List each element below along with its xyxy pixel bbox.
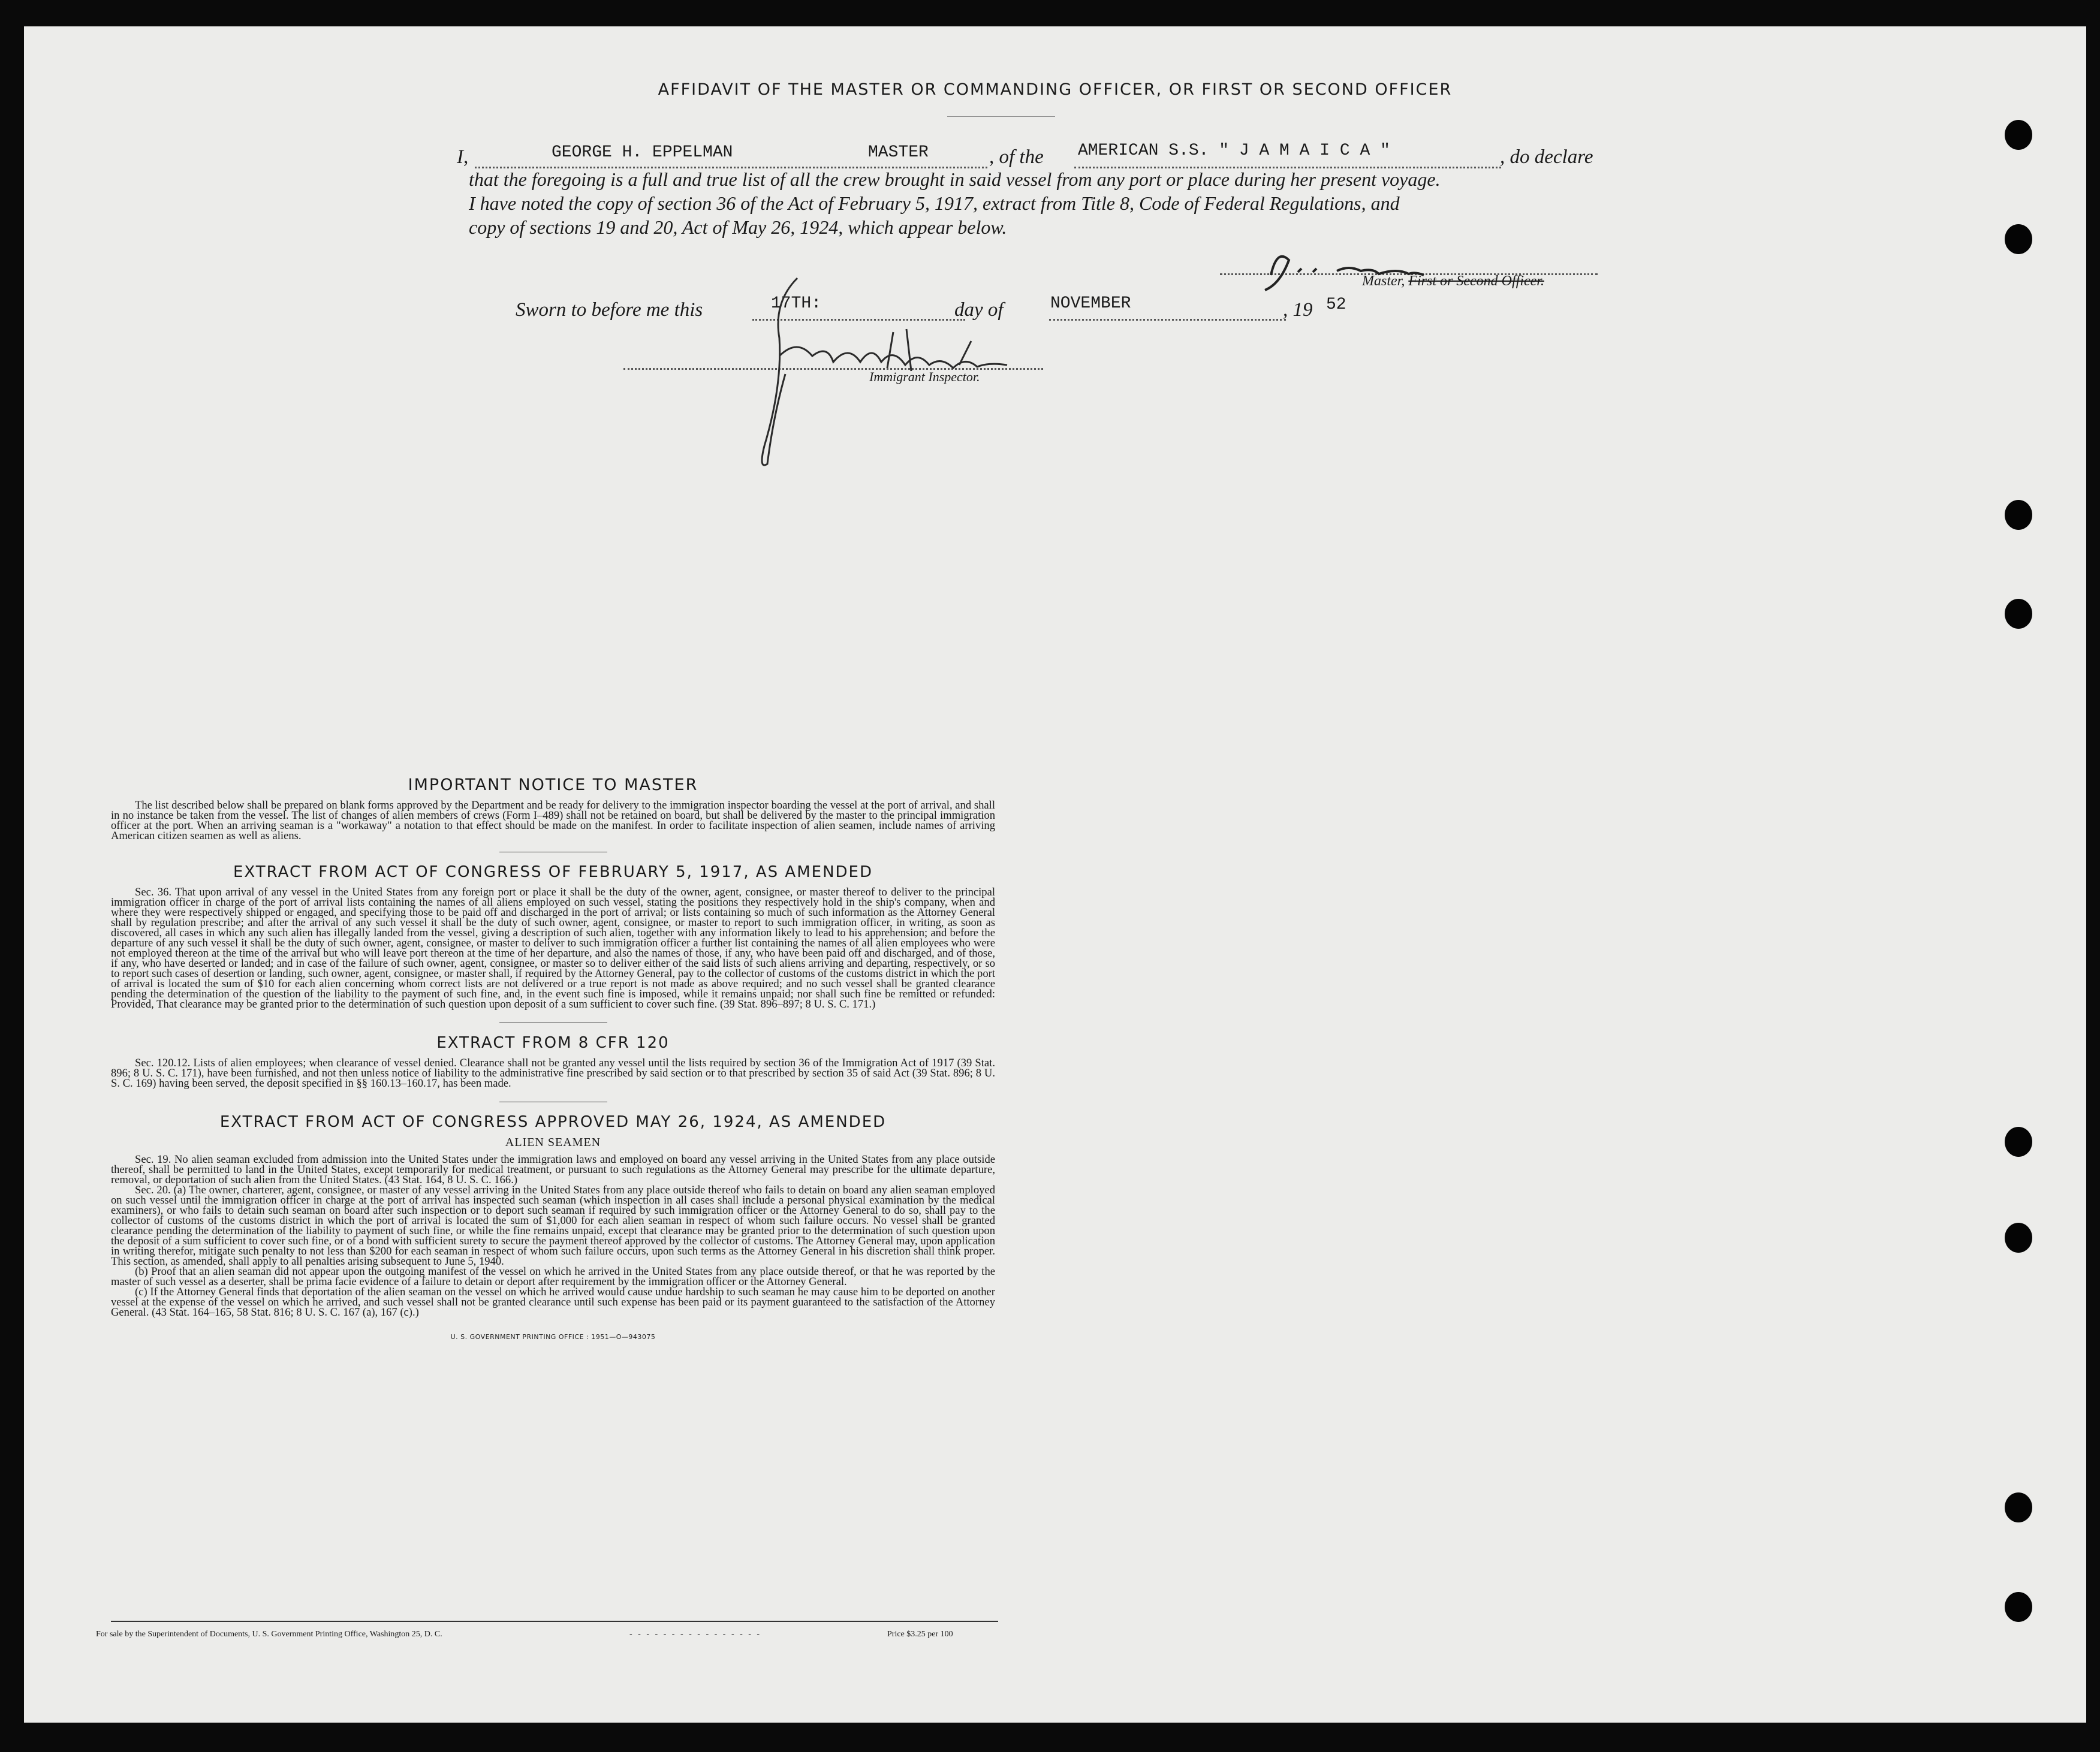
struck-caption-text: First or Second Officer. (1408, 273, 1544, 289)
price-text: Price $3.25 per 100 (887, 1630, 953, 1639)
do-declare-label: , do declare (1500, 146, 1593, 168)
day-value: 17TH: (771, 294, 822, 313)
punch-hole (2005, 224, 2032, 254)
extract-1917-body: Sec. 36. That upon arrival of any vessel in the United States from any foreign port or place it shall be the duty of the owner, agent, consignee, or master thereof to deliver to the principal immigration officer in charge of the port of arrival lists containing the names of all aliens employed on such vessel, stating the positions they respectively hold in the ship's company, when and where they were respectively shipped or engaged, and specifying those to be paid off and discharged in the port of arrival; or lists containing so much of such information as the Attorney General shall by regulation prescribe; and after the arrival of any such vessel it shall be the duty of such owner, agent, consignee, or master to report to such immigration officer, in writing, as soon as discovered, all cases in which any such alien has illegally landed from the vessel, giving a description of such alien, together with any information likely to lead to his apprehension; and before the departure of any such vessel it shall be the duty of such owner, agent, consignee, or master to deliver to such immigration officer a further list containing the names of all alien employees who were not employed thereon at the time of the arrival but who will leave port thereon at the time of her departure, and also the names of those, if any, who have been paid off and discharged, and of those, if any, who have deserted or landed; and in case of the failure of such owner, agent, consignee, or master so to deliver either of the said lists of such aliens arriving and departing, respectively, or so to report such cases of desertion or landing, such owner, agent, consignee, or master shall, if required by the Attorney General, pay to the collector of customs of the customs district in which the port of arrival is located the sum of $10 for each alien concerning whom correct lists are not delivered or a true report is not made as above required; and no such vessel shall be granted clearance pending the determination of the question of the liability to the payment of such fine, and, in the event such fine is imposed, while it remains unpaid; nor shall such fine be remitted or refunded: Provided, That clearance may be granted prior to the determination of such question upon deposit of a sum sufficient to cover such fine. (39 Stat. 896–897; 8 U. S. C. 171.) (111, 886, 995, 1011)
punch-hole (2005, 1492, 2032, 1522)
punch-hole (2005, 1127, 2032, 1157)
punch-hole (2005, 500, 2032, 530)
affidavit-line-2: that the foregoing is a full and true list of all the crew brought in said vessel from any port or place during her present voyage. (469, 168, 1441, 190)
punch-hole (2005, 599, 2032, 629)
notice-title: IMPORTANT NOTICE TO MASTER (408, 776, 698, 794)
title-divider (947, 116, 1055, 117)
affidavit-line-4: copy of sections 19 and 20, Act of May 26, 1924, which appear below. (469, 216, 1007, 238)
extract-1917-title: EXTRACT FROM ACT OF CONGRESS OF FEBRUARY 5, 1917, AS AMENDED (233, 863, 873, 881)
master-rank: MASTER (868, 143, 929, 162)
notice-body: The list described below shall be prepared on blank forms approved by the Department and be ready for delivery to the immigration inspector boarding the vessel at the port of arrival, and shall in no instance be taken from the vessel. The list of changes of alien members of crews (Form I–489) shall not be retained on board, but shall be delivered by the master to the principal immigration officer at the port. When an arriving seaman is a "workaway" a notation to that effect should be made on the manifest. In order to facilitate inspection of alien seamen, include names of arriving American citizen seamen as well as aliens. (111, 799, 995, 842)
notice-section (111, 776, 995, 1341)
of-the-label: , of the (989, 146, 1044, 168)
punch-hole (2005, 1223, 2032, 1253)
sec-19-text: Sec. 19. No alien seaman excluded from admission into the United States under the immigration laws and employed on board any vessel arriving in the United States from any place outside thereof, shall be permitted to land in the United States, except temporarily for medical treatment, or pursuant to such regulations as the Attorney General may prescribe for the ultimate departure, removal, or deportation of such alien from the United States. (43 Stat. 164, 8 U. S. C. 166.) (111, 1153, 995, 1186)
sworn-label: Sworn to before me this (516, 299, 703, 321)
punch-hole (2005, 1592, 2032, 1622)
punch-hole (2005, 120, 2032, 150)
vessel-name: AMERICAN S.S. " J A M A I C A " (1078, 141, 1390, 160)
for-sale-text: For sale by the Superintendent of Documents, U. S. Government Printing Office, Washington 25, D. C. (96, 1630, 442, 1639)
alien-seamen-subtitle: ALIEN SEAMEN (505, 1136, 601, 1149)
sec-20c-text: (c) If the Attorney General finds that deportation of the alien seaman on the vessel on which he arrived would cause undue hardship to such seaman he may cause him to be deported on another vessel at the expense of the vessel on which he arrived, and such vessel shall not be granted clearance until such expense has been paid or its payment guaranteed to the satisfaction of the Attorney General. (43 Stat. 164–165, 58 Stat. 816; 8 U. S. C. 167 (a), 167 (c).) (111, 1286, 995, 1319)
year-prefix: , 19 (1283, 299, 1313, 321)
gpo-line: U. S. GOVERNMENT PRINTING OFFICE : 1951—O—943075 (450, 1333, 656, 1341)
i-label: I, (457, 146, 469, 168)
month-value: NOVEMBER (1050, 294, 1131, 313)
master-caption (1362, 273, 1544, 290)
master-caption-text: Master, (1362, 273, 1405, 289)
sec-20a-text: Sec. 20. (a) The owner, charterer, agent, consignee, or master of any vessel arriving in the United States from any place outside thereof who fails to detain on board any alien seaman employed on such vessel until the immigration officer in charge at the port of arrival has inspected such seaman (which inspection in all cases shall include a personal physical examination by the medical examiners), or who fails to detain such seaman on board after such inspection or to deport such seaman if required by such immigration officer or the Attorney General to do so, shall pay to the collector of customs of the customs district in which the port of arrival is located the sum of $1,000 for each alien seaman in respect of whom such failure occurs. No vessel shall be granted clearance pending the determination of the liability to payment of such fine, or while the fine remains unpaid, except that clearance may be granted prior to the determination of such question upon the deposit of a sum sufficient to cover such fine, or of a bond with sufficient surety to secure the payment thereof approved by the collector of customs. The Attorney General may, upon application in writing therefor, mitigate such penalty to not less than $200 for each seaman in respect of whom such failure occurs, upon such terms as the Attorney General in his discretion shall think proper. This section, as amended, shall apply to all penalties arising subsequent to June 5, 1940. (111, 1184, 995, 1268)
year-value: 52 (1326, 295, 1346, 314)
sec-20b-text: (b) Proof that an alien seaman did not appear upon the outgoing manifest of the vessel on which he arrived in the United States from any place outside thereof, or that he was reported by the master of such vessel as a deserter, shall be prima facie evidence of a failure to detain or deport after requirement by the immigration officer or the Attorney General. (111, 1265, 995, 1288)
extract-1924-title: EXTRACT FROM ACT OF CONGRESS APPROVED MAY 26, 1924, AS AMENDED (219, 1113, 887, 1131)
inspector-caption: Immigrant Inspector. (869, 369, 980, 384)
day-of-label: day of (954, 299, 1004, 321)
footer-dots: - - - - - - - - - - - - - - - - (629, 1630, 762, 1639)
extract-cfr-title: EXTRACT FROM 8 CFR 120 (436, 1034, 670, 1052)
affidavit-title: AFFIDAVIT OF THE MASTER OR COMMANDING OFFICER, OR FIRST OR SECOND OFFICER (658, 80, 1453, 99)
extract-cfr-body: Sec. 120.12. Lists of alien employees; when clearance of vessel denied. Clearance shall not be granted any vessel until the lists required by section 36 of the Immigration Act of 1917 (39 Stat. 896; 8 U. S. C. 171), have been furnished, and not then unless notice of liability to the administrative fine prescribed by said section or to that prescribed by section 35 of said Act (39 Stat. 896; 8 U. S. C. 169) having been served, the deposit specified in §§ 160.13–160.17, has been made. (111, 1057, 995, 1090)
master-name: GEORGE H. EPPELMAN (552, 143, 733, 162)
affidavit-line-3: I have noted the copy of section 36 of the Act of February 5, 1917, extract from Title 8, Code of Federal Regulations, and (469, 192, 1400, 214)
footer-rule (111, 1621, 998, 1622)
document-page (24, 26, 2086, 1723)
